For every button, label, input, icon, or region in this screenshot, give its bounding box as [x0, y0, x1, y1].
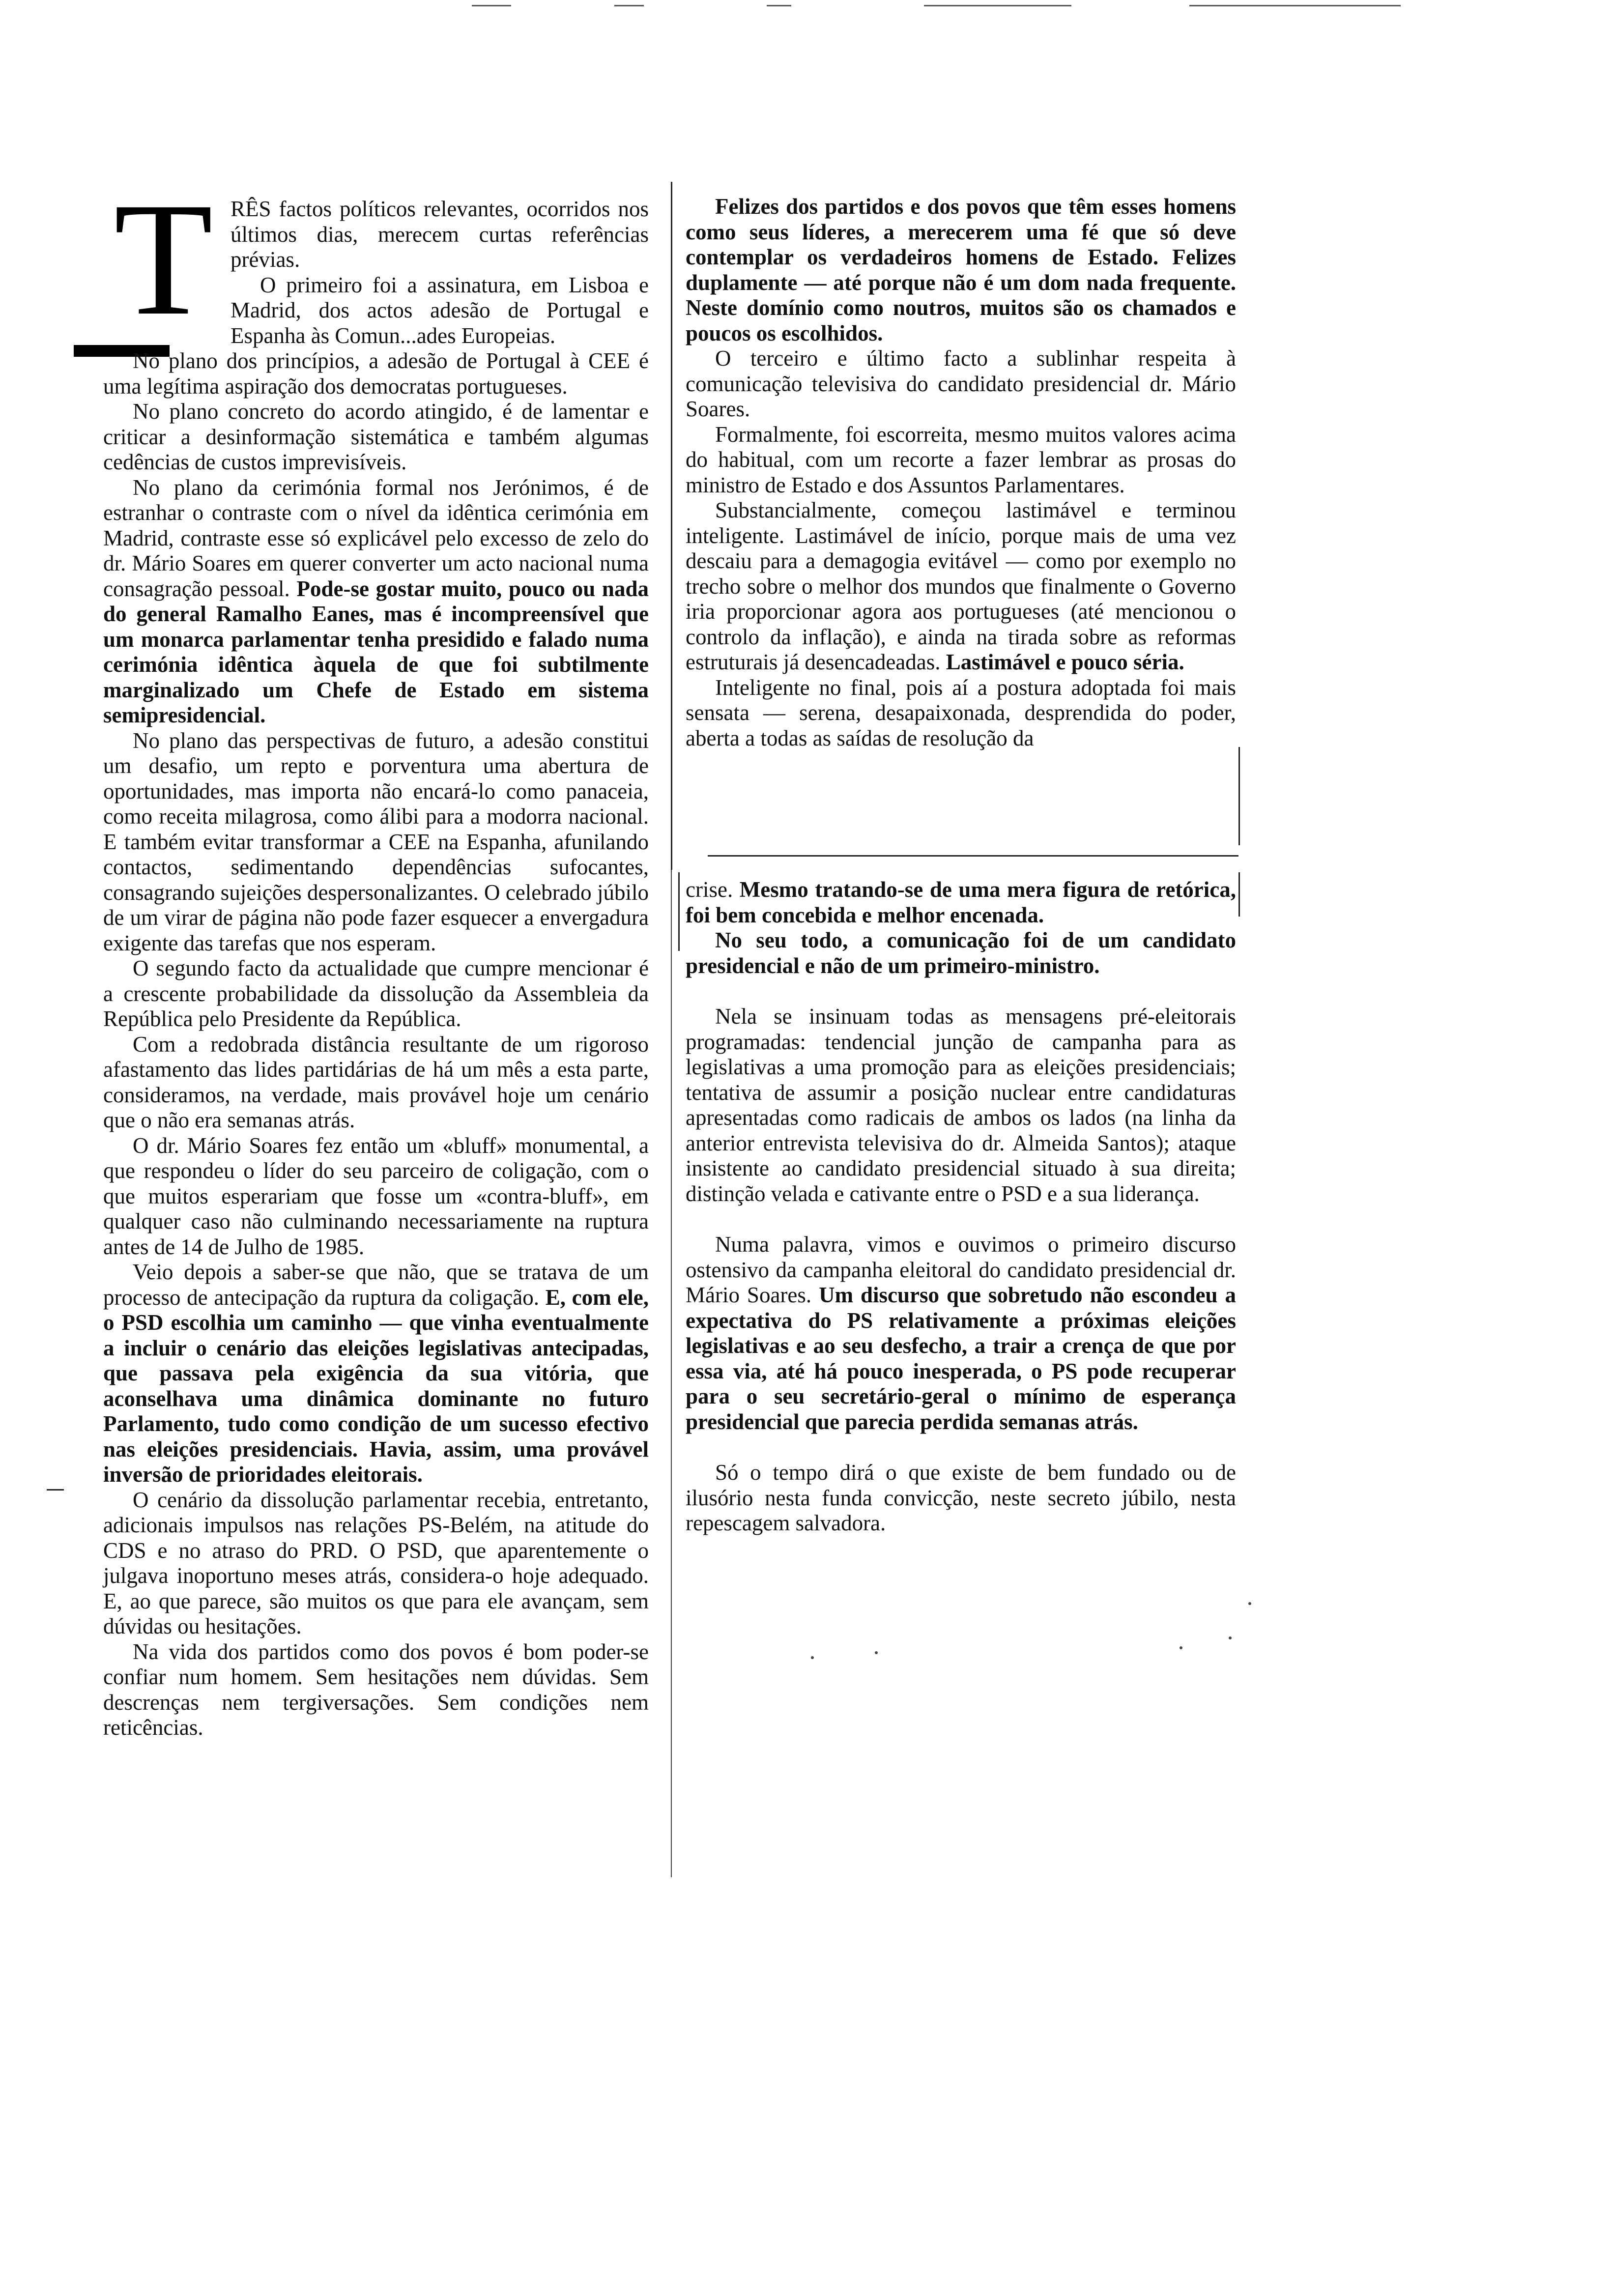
paragraph-text: No seu todo, a comunicação foi de um candidato presidencial e não de um primeiro-ministro. — [686, 928, 1236, 978]
paragraph — [103, 475, 649, 728]
paragraph-text: No plano dos princípios, a adesão de Portugal à CEE é uma legítima aspiração dos democratas portugueses. — [103, 348, 649, 399]
paragraph-text: O primeiro foi a assinatura, em Lisboa e Madrid, dos actos adesão de Portugal e Espanha às Comun...ades Europeias. — [230, 272, 649, 348]
paragraph-text: Numa palavra, vimos e ouvimos o primeiro discurso ostensivo da campanha eleitoral do candidato presidencial dr. Mário Soares. — [686, 1232, 1236, 1307]
paragraph — [103, 348, 649, 399]
paragraph — [686, 422, 1236, 498]
paragraph-text: Veio depois a saber-se que não, que se tratava de um processo de antecipação da ruptura da coligação. — [103, 1260, 649, 1310]
paragraph-text: O cenário da dissolução parlamentar recebia, entretanto, adicionais impulsos nas relações PS-Belém, na atitude do CDS e no atraso do PRD. O PSD, que aparentemente o julgava inoportuno meses atrás, considera-o hoje adequado. E, ao que parece, são muitos os que para ele avançam, sem dúvidas ou hesitações. — [103, 1487, 649, 1638]
paragraph — [686, 675, 1236, 751]
box-edge — [1238, 747, 1240, 845]
scan-speck — [1248, 1602, 1251, 1605]
paragraph-bold-text: E, com ele, o PSD escolhia um caminho — que vinha eventualmente a incluir o cenário das eleições legislativas antecipadas, que passava pela exigência da sua vitória, que aconselhava uma dinâmica dominante no futuro Parlamento, tudo como condição de um sucesso efectivo nas eleições presidenciais. Havia, assim, uma provável inversão de prioridades eleitorais. — [103, 1285, 649, 1487]
scan-artifact — [472, 5, 511, 6]
paragraph-bold-text: Um discurso que sobretudo não escondeu a expectativa do PS relativamente a próximas eleições legislativas e ao seu desfecho, a trair a crença de que por essa via, até há pouco inesperada, o PS pode recuperar para o seu secretário-geral o mínimo de esperança presidencial que parecia perdida semanas atrás. — [686, 1283, 1236, 1434]
scan-speck — [1180, 1646, 1182, 1649]
paragraph — [686, 1232, 1236, 1435]
paragraph — [103, 1032, 649, 1133]
paragraph-text: Nela se insinuam todas as mensagens pré-eleitorais programadas: tendencial junção de campanha para as legislativas a uma promoção para as eleições presidenciais; tentativa de assumir a posição nuclear entre candidaturas apresentadas como radicais de ambos os lados (na linha da anterior entrevista televisiva do dr. Almeida Santos); ataque insistente ao candidato presidencial situado à sua direita; distinção velada e cativante entre o PSD e a sua liderança. — [686, 1004, 1236, 1206]
paragraph — [686, 346, 1236, 422]
paragraph-text: Com a redobrada distância resultante de um rigoroso afastamento das lides partidárias de há um mês a esta parte, consideramos, na verdade, mais provável hoje um cenário que o não era semanas atrás. — [103, 1032, 649, 1132]
paragraph — [103, 1260, 649, 1488]
left-paragraphs — [103, 170, 649, 1741]
article-right-column-top — [686, 194, 1236, 751]
drop-cap: T — [114, 170, 213, 349]
paragraph-text: No plano da cerimónia formal nos Jerónimos, é de estranhar o contraste com o nível da idêntica cerimónia em Madrid, contraste esse só explicável pelo excesso de zelo do dr. Mário Soares em querer converter um acto nacional numa consagração pessoal. — [103, 475, 649, 601]
paragraph-bold-text: Lastimável e pouco séria. — [946, 650, 1184, 674]
scan-speck — [875, 1651, 878, 1654]
paragraph — [103, 1133, 649, 1260]
paragraph-text: crise. — [686, 877, 733, 902]
scan-artifact — [924, 5, 1071, 6]
article-right-column-bottom — [686, 877, 1236, 1536]
box-edge-right — [1238, 872, 1240, 917]
paragraph-text: Formalmente, foi escorreita, mesmo muitos valores acima do habitual, com um recorte a fazer lembrar as prosas do ministro de Estado e dos Assuntos Parlamentares. — [686, 422, 1236, 497]
paragraph-text: Felizes dos partidos e dos povos que têm esses homens como seus líderes, a merecerem uma fé que só deve contemplar os verdadeiros homens de Estado. Felizes duplamente — até porque não é um dom nada frequente. Neste domínio como noutros, muitos são os chamados e poucos os escolhidos. — [686, 194, 1236, 345]
paragraph — [686, 1460, 1236, 1536]
paragraph-text: O segundo facto da actualidade que cumpre mencionar é a crescente probabilidade da dissolução da Assembleia da República pelo Presidente da República. — [103, 956, 649, 1031]
paragraph-text: No plano das perspectivas de futuro, a adesão constitui um desafio, um repto e porventura uma abertura de oportunidades, mas importa não encará-lo como panaceia, como receita milagrosa, como álibi para a modorra nacional. E também evitar transformar a CEE na Espanha, afunilando contactos, sedimentando dependências sufocantes, consagrando sujeições despersonalizantes. O celebrado júbilo de um virar de página não pode fazer esquecer a envergadura exigente das tarefas que nos esperam. — [103, 728, 649, 955]
box-edge-left — [678, 872, 680, 951]
paragraph-text: RÊS factos políticos relevantes, ocorridos nos últimos dias, merecem curtas referências prévias. — [230, 197, 649, 272]
scan-artifact — [767, 5, 791, 6]
paragraph — [103, 1488, 649, 1639]
paragraph — [103, 1639, 649, 1741]
paragraph — [103, 728, 649, 956]
paragraph-text: O dr. Mário Soares fez então um «bluff» monumental, a que respondeu o líder do seu parceiro de coligação, com o que muitos esperariam que fosse um «contra-bluff», em qualquer caso não culminando necessariamente na ruptura antes de 14 de Julho de 1985. — [103, 1133, 649, 1259]
article-left-column — [103, 170, 649, 1741]
scan-artifact — [1189, 5, 1401, 6]
paragraph-text: Na vida dos partidos como dos povos é bom poder-se confiar num homem. Sem hesitações nem dúvidas. Sem descrenças nem tergiversações. Sem condições nem reticências. — [103, 1639, 649, 1740]
column-divider — [671, 182, 672, 870]
paragraph — [686, 498, 1236, 675]
paragraph — [103, 399, 649, 475]
scan-artifact — [614, 5, 644, 6]
paragraph — [686, 877, 1236, 928]
paragraph — [686, 194, 1236, 346]
scan-speck — [811, 1656, 814, 1659]
paragraph-text: O terceiro e último facto a sublinhar respeita à comunicação televisiva do candidato presidencial dr. Mário Soares. — [686, 346, 1236, 421]
paragraph — [103, 956, 649, 1032]
scan-speck — [1229, 1636, 1232, 1639]
paragraph-bold-text: Mesmo tratando-se de uma mera figura de retórica, foi bem concebida e melhor encenada. — [686, 877, 1236, 927]
paragraph — [686, 928, 1236, 978]
paragraph-text: Só o tempo dirá o que existe de bem fundado ou de ilusório nesta funda convicção, neste secreto júbilo, nesta repescagem salvadora. — [686, 1460, 1236, 1535]
paragraph-bold-text: Pode-se gostar muito, pouco ou nada do general Ramalho Eanes, mas é incompreensível que um monarca parlamentar tenha presidido e falado numa cerimónia idêntica àquela de que foi subtilmente marginalizado um Chefe de Estado em sistema semipresidencial. — [103, 576, 649, 727]
margin-mark — [47, 1489, 64, 1491]
section-rule — [708, 855, 1238, 857]
paragraph-text: Inteligente no final, pois aí a postura adoptada foi mais sensata — serena, desapaixonada, desprendida do poder, aberta a todas as saídas de resolução da — [686, 675, 1236, 750]
paragraph-text: Substancialmente, começou lastimável e terminou inteligente. Lastimável de início, porque mais de uma vez descaiu para a demagogia evitável — como por exemplo no trecho sobre o melhor dos mundos que finalmente o Governo iria proporcionar agora aos portugueses (até mencionou o controlo da inflação), e ainda na tirada sobre as reformas estruturais já desencadeadas. — [686, 498, 1236, 674]
paragraph-text: No plano concreto do acordo atingido, é de lamentar e criticar a desinformação sistemática e também algumas cedências de custos imprevisíveis. — [103, 399, 649, 474]
paragraph — [686, 1004, 1236, 1206]
column-divider-lower — [671, 870, 672, 1877]
